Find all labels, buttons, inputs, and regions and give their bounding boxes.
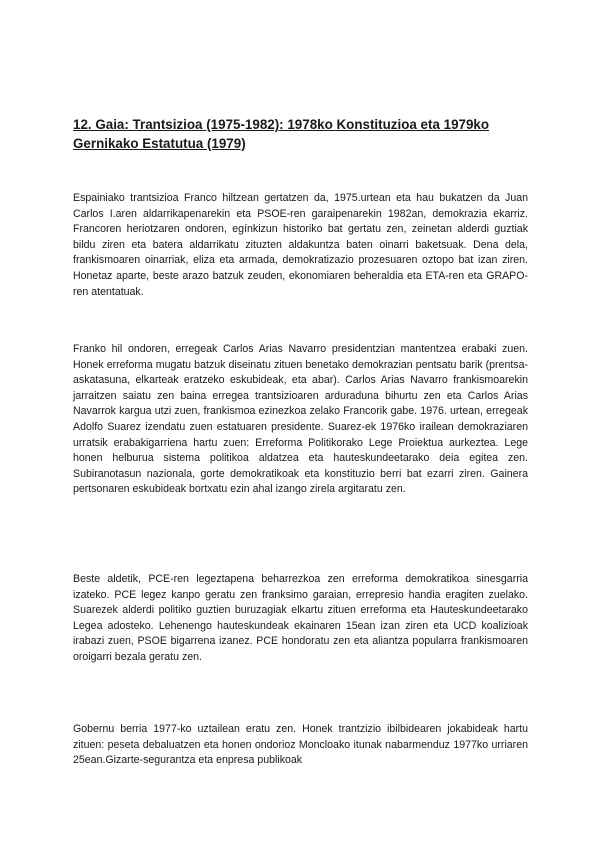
paragraph-2: Franko hil ondoren, erregeak Carlos Arias Navarro presidentzian mantentzea erabaki zuen. Honek erreforma mugatu batzuk diseinatu zituen benetako demokrazian pentsatu barik (prentsa-askatasuna, elkarteak eratzeko eskubideak, eta abar). Carlos Arias Navarro frankismoarekin jarraitzen saiatu zen baina erregea trantsizioaren arduraduna bihurtu zen eta Carlos Arias Navarrok kargua utzi zuen, frankismoa ezinezkoa zelako Francorik gabe. 1976. urtean, erregeak Adolfo Suarez izendatu zuen estatuaren presidente. Suarez-ek 1976ko irailean demokraziaren urratsik erabakigarriena hartu zuen: Erreforma Politikorako Lege Proiektua aurkeztea. Lege honen helburua sistema politikoa aldatzea eta hauteskundeetarako deia egitea zen. Subiranotasun nazionala, gorte demokratikoak eta konstituzio berri bat ezarri ziren. Gainera pertsonaren eskubideak bortxatu ezin ahal izango zirela argitaratu zen. — [73, 343, 528, 496]
paragraph-4: Gobernu berria 1977-ko uztailean eratu zen. Honek trantzizio ibilbidearen jokabideak hartu zituen: peseta debaluatzen eta honen ondorioz Moncloako itunak nabarmenduz 1977ko urriaren 25ean.Gizarte-segurantza eta enpresa publikoak — [73, 723, 528, 767]
document-title: 12. Gaia: Trantsizioa (1975-1982): 1978ko Konstituzioa eta 1979ko Gernikako Estatutua (1979) — [73, 117, 490, 151]
paragraph-1: Espainiako trantsizioa Franco hiltzean gertatzen da, 1975.urtean eta hau bukatzen da Juan Carlos I.aren aldarrikapenarekin eta PSOE-ren garaipenarekin 1982an, demokrazia ekarriz. Francoren heriotzaren ondoren, egínkizun historiko bat gertatu zen, zeinetan alderdi guztiak bildu ziren eta batera aldarrikatu zituzten aldakuntza baten oinarri baketsuak. Dena dela, frankismoaren oinarriak, eliza eta armada, demokratizazio prozesuaren oztopo bat izan ziren. Honetaz aparte, beste arazo batzuk zeuden, ekonomiaren beheraldia eta ETA-ren eta GRAPO-ren atentatuak. — [73, 192, 528, 298]
paragraph-3: Beste aldetik, PCE-ren legeztapena beharrezkoa zen erreforma demokratikoa sinesgarria izateko. PCE legez kanpo geratu zen franksimo garaian, errepresio handia eragiten zuelako. Suarezek alderdi politiko guztien buruzagiak elkartu zituen erreforma eta Hauteskundeetarako Legea adosteko. Lehenengo hauteskundeak ekainaren 15ean izan ziren eta UCD koalizioak irabazi zuen, PSOE bigarrena izanez. PCE hondoratu zen eta aliantza popularra frankismoaren oroigarri bezala geratu zen. — [73, 573, 528, 663]
